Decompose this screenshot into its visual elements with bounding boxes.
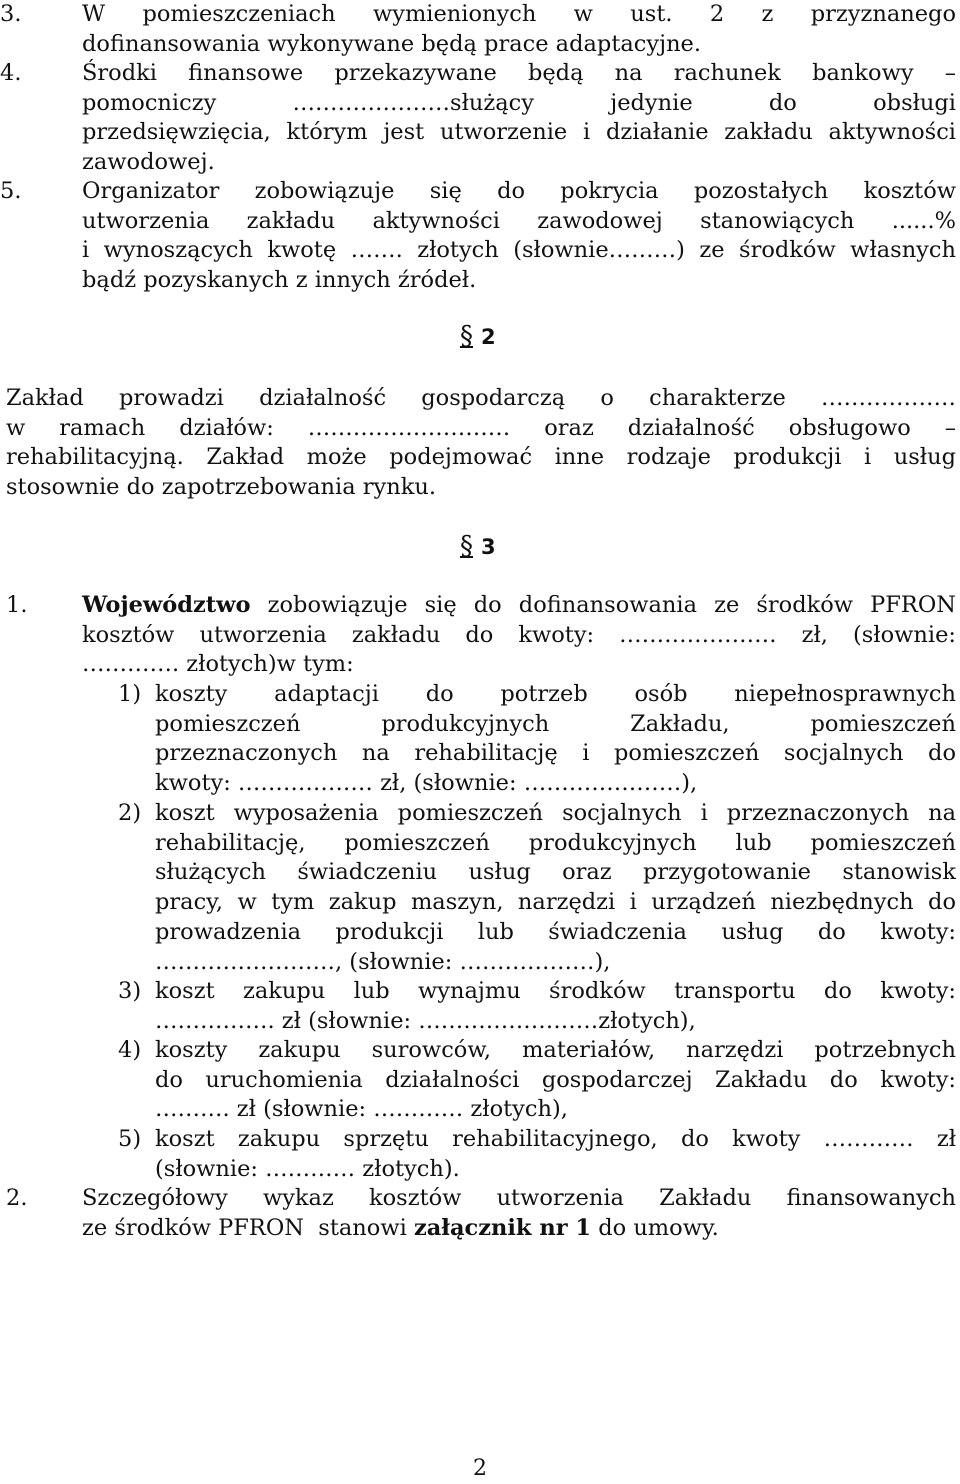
subitem-number: 2) xyxy=(118,800,142,826)
text-line: pomocniczy …………………służący jedynie do obsługi xyxy=(82,89,956,116)
text-line: prowadzenia produkcji lub świadczenia usług do kwoty: xyxy=(155,918,956,945)
text-line: utworzenia zakładu aktywności zawodowej stanowiących ......% xyxy=(82,207,956,234)
text-line: Szczegółowy wykaz kosztów utworzenia Zakładu finansowanych xyxy=(82,1185,956,1211)
subitem-3 xyxy=(0,977,960,1036)
text-line: koszt wyposażenia pomieszczeń socjalnych i przeznaczonych na xyxy=(155,800,956,826)
text-line xyxy=(82,591,956,621)
text-line: ………. zł (słownie: ………… złotych), xyxy=(155,1096,568,1123)
paragraph-item-3 xyxy=(0,0,960,59)
section-number: 2 xyxy=(481,325,496,349)
text-line: Środki finansowe przekazywane będą na rachunek bankowy – xyxy=(82,60,956,86)
text-line: dofinansowania wykonywane będą prace adaptacyjne. xyxy=(82,30,702,57)
text-line: ……………………, (słownie: ………………), xyxy=(155,948,611,975)
text-line: kosztów utworzenia zakładu do kwoty: ………………… zł, (słownie: xyxy=(82,621,956,648)
text-line: rehabilitacyjną. Zakład może podejmować inne rodzaje produkcji i usług xyxy=(6,444,956,471)
text-line: służących świadczeniu usług oraz przygotowanie stanowisk xyxy=(155,859,956,886)
section-3-item-2 xyxy=(0,1184,960,1243)
text-line xyxy=(82,1214,956,1244)
text-line: do uruchomienia działalności gospodarczej Zakładu do kwoty: xyxy=(155,1066,956,1093)
section-3-heading xyxy=(460,532,496,563)
section-symbol: § xyxy=(460,531,473,561)
item-number: 4. xyxy=(0,60,22,86)
text-fragment: ze środków PFRON stanowi xyxy=(82,1214,414,1241)
text-line: kwoty: ……………… zł, (słownie: …………………), xyxy=(155,770,698,797)
text-line: rehabilitację, pomieszczeń produkcyjnych lub pomieszczeń xyxy=(155,829,956,856)
text-line: ……………. zł (słownie: ……………………złotych), xyxy=(155,1007,696,1034)
text-line: Zakład prowadzi działalność gospodarczą o charakterze ……………… xyxy=(6,385,956,411)
attachment-reference: załącznik nr 1 xyxy=(413,1214,592,1241)
text-line: Organizator zobowiązuje się do pokrycia pozostałych kosztów xyxy=(82,178,956,204)
subitem-4 xyxy=(0,1036,960,1125)
text-line: (słownie: ………… złotych). xyxy=(155,1155,460,1182)
text-line: koszt zakupu sprzętu rehabilitacyjnego, do kwoty ………… zł xyxy=(155,1126,956,1152)
text-line: …………. złotych)w tym: xyxy=(82,651,354,678)
text-fragment: do umowy. xyxy=(591,1214,719,1241)
text-line: koszty zakupu surowców, materiałów, narzędzi potrzebnych xyxy=(155,1037,956,1063)
text-line: stosownie do zapotrzebowania rynku. xyxy=(6,474,437,501)
bold-term: Województwo xyxy=(82,592,251,618)
text-line: i wynoszących kwotę ……. złotych (słownie………) ze środków własnych xyxy=(82,237,956,264)
text-line: koszty adaptacji do potrzeb osób niepełnosprawnych xyxy=(155,681,956,707)
text-line: pracy, w tym zakup maszyn, narzędzi i urządzeń niezbędnych do xyxy=(155,889,956,916)
text-line: zawodowej. xyxy=(82,149,215,176)
subitem-number: 3) xyxy=(118,978,142,1004)
section-2-heading xyxy=(460,322,496,353)
text-line: w ramach działów: ……………………… oraz działalność obsługowo – xyxy=(6,414,956,441)
text-line: przeznaczonych na rehabilitację i pomieszczeń socjalnych do xyxy=(155,740,956,767)
section-3-item-1 xyxy=(0,591,960,680)
section-number: 3 xyxy=(481,535,496,559)
text-line: przedsięwzięcia, którym jest utworzenie i działanie zakładu aktywności xyxy=(82,119,956,146)
item-number: 1. xyxy=(6,592,28,618)
text-fragment: zobowiązuje się do dofinansowania ze środków PFRON xyxy=(250,592,956,618)
section-symbol: § xyxy=(460,321,473,351)
section-2-paragraph xyxy=(6,384,956,503)
subitem-number: 5) xyxy=(118,1126,142,1152)
subitem-2 xyxy=(0,799,960,977)
subitem-number: 4) xyxy=(118,1037,142,1063)
subitem-number: 1) xyxy=(118,681,142,707)
text-line: pomieszczeń produkcyjnych Zakładu, pomieszczeń xyxy=(155,710,956,737)
text-line: W pomieszczeniach wymienionych w ust. 2 z przyznanego xyxy=(82,1,956,27)
page-number: 2 xyxy=(473,1456,487,1481)
paragraph-item-4 xyxy=(0,59,960,178)
item-number: 2. xyxy=(6,1185,28,1211)
paragraph-item-5 xyxy=(0,177,960,296)
subitem-1 xyxy=(0,680,960,799)
text-line: koszt zakupu lub wynajmu środków transportu do kwoty: xyxy=(155,978,956,1004)
item-number: 5. xyxy=(0,178,22,204)
item-number: 3. xyxy=(0,1,22,27)
text-line: bądź pozyskanych z innych źródeł. xyxy=(82,267,477,294)
subitem-5 xyxy=(0,1125,960,1184)
